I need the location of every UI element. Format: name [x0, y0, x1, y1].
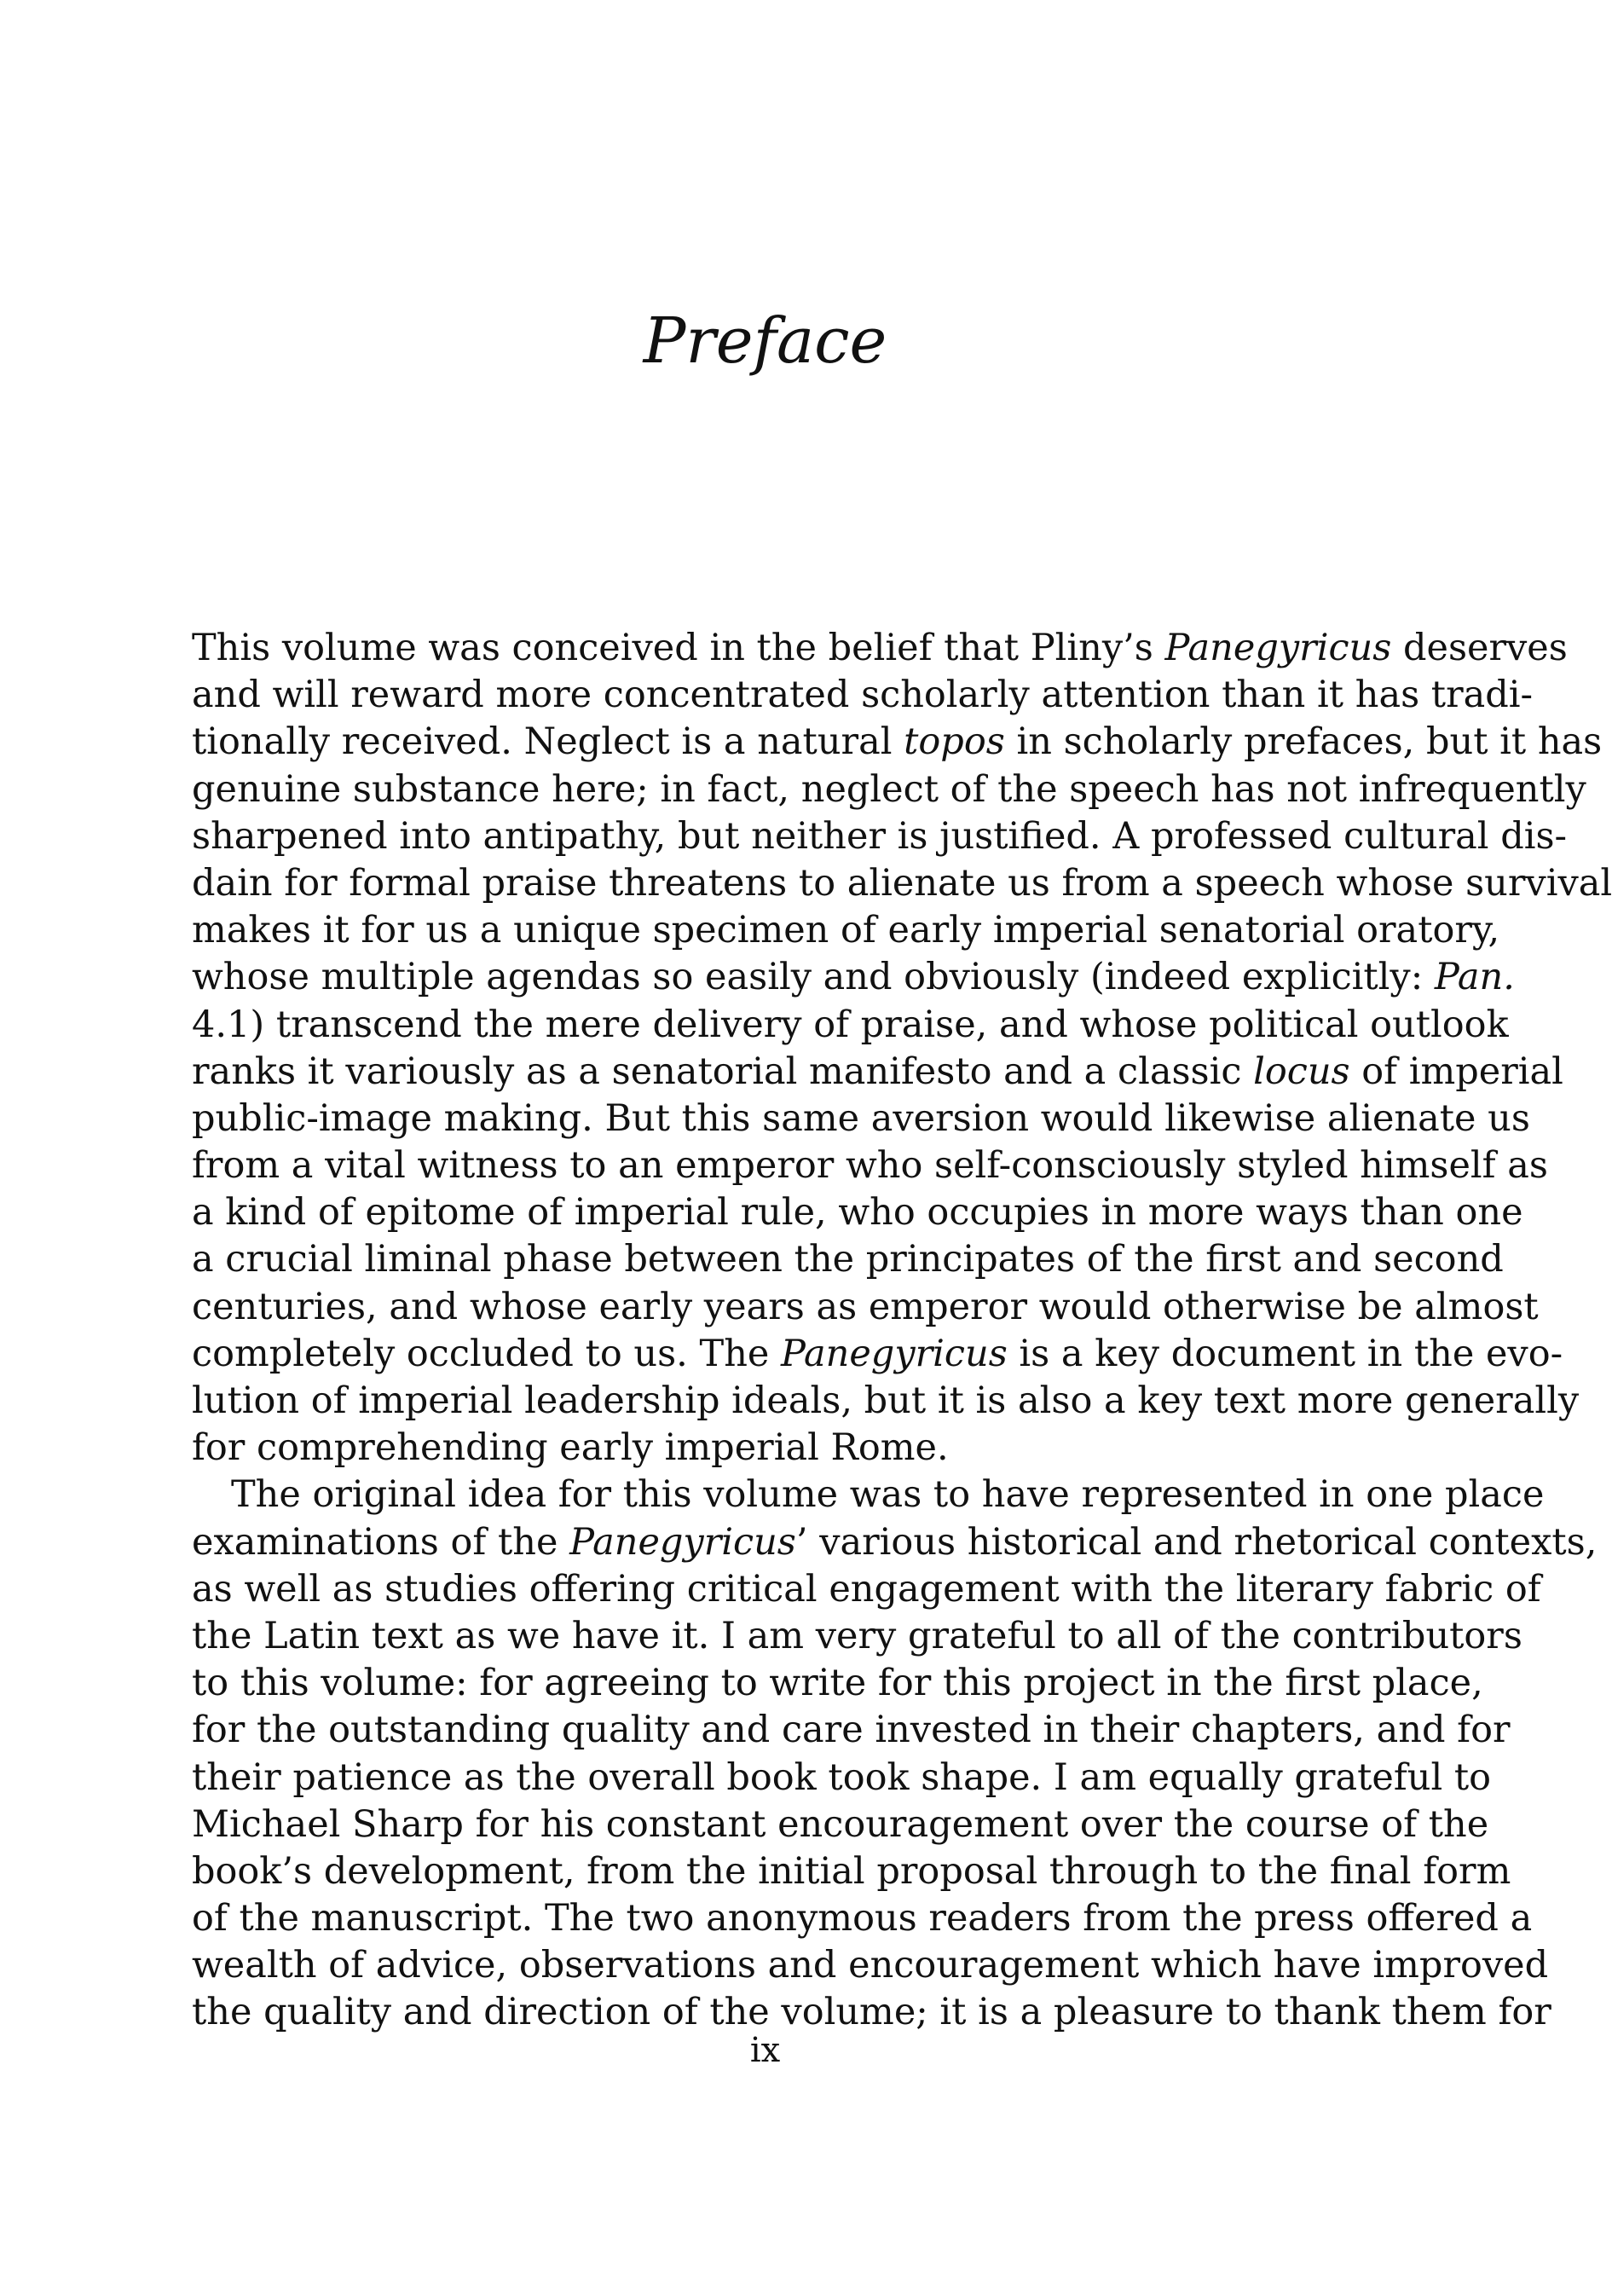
text-line: ranks it variously as a senatorial manifesto and a classic locus of imperial: [192, 1050, 1563, 1093]
text-line: to this volume: for agreeing to write for this project in the first place,: [192, 1662, 1483, 1705]
text-line: genuine substance here; in fact, neglect of the speech has not infrequently: [192, 767, 1586, 811]
text-line: examinations of the Panegyricus’ various historical and rhetorical contexts,: [192, 1520, 1598, 1564]
text-line: tionally received. Neglect is a natural topos in scholarly prefaces, but it has: [192, 720, 1603, 764]
text-line: centuries, and whose early years as emperor would otherwise be almost: [192, 1285, 1539, 1328]
text-line: whose multiple agendas so easily and obviously (indeed explicitly: Pan.: [192, 956, 1515, 999]
text-line: lution of imperial leadership ideals, but it is also a key text more generally: [192, 1379, 1580, 1422]
text-line: wealth of advice, observations and encouragement which have improved: [192, 1944, 1549, 1987]
text-line: This volume was conceived in the belief that Pliny’s Panegyricus deserves: [192, 627, 1568, 669]
text-line: a crucial liminal phase between the principates of the first and second: [192, 1238, 1504, 1281]
text-line: and will reward more concentrated scholarly attention than it has tradi-: [192, 674, 1534, 717]
text-line: completely occluded to us. The Panegyricus is a key document in the evo-: [192, 1332, 1563, 1375]
text-line: a kind of epitome of imperial rule, who occupies in more ways than one: [192, 1191, 1523, 1235]
text-line: dain for formal praise threatens to alienate us from a speech whose survival: [192, 861, 1612, 905]
text-line: makes it for us a unique specimen of early imperial senatorial oratory,: [192, 909, 1500, 952]
text-line: as well as studies offering critical engagement with the literary fabric of: [192, 1567, 1541, 1611]
text-line: book’s development, from the initial proposal through to the final form: [192, 1849, 1511, 1893]
text-line: the Latin text as we have it. I am very grateful to all of the contributors: [192, 1614, 1522, 1657]
paragraph-2: [192, 1472, 1598, 2036]
text-line: of the manuscript. The two anonymous readers from the press offered a: [192, 1897, 1533, 1940]
text-line: from a vital witness to an emperor who self-consciously styled himself as: [192, 1144, 1548, 1188]
text-line: 4.1) transcend the mere delivery of praise, and whose political outlook: [192, 1003, 1509, 1046]
text-line: The original idea for this volume was to have represented in one place: [231, 1473, 1545, 1517]
text-line: their patience as the overall book took shape. I am equally grateful to: [192, 1755, 1492, 1799]
paragraph-1: [192, 625, 1612, 1472]
page-number: ix: [749, 2031, 781, 2070]
text-line: for the outstanding quality and care invested in their chapters, and for: [192, 1709, 1511, 1752]
text-line: sharpened into antipathy, but neither is justified. A professed cultural dis-: [192, 814, 1568, 858]
text-line: public-image making. But this same aversion would likewise alienate us: [192, 1096, 1530, 1140]
preface-body: [192, 625, 1612, 2037]
text-line: for comprehending early imperial Rome.: [192, 1426, 949, 1470]
text-line: the quality and direction of the volume; it is a pleasure to thank them for: [192, 1991, 1551, 2034]
text-line: Michael Sharp for his constant encouragement over the course of the: [192, 1802, 1489, 1846]
page-title: Preface: [643, 304, 887, 378]
